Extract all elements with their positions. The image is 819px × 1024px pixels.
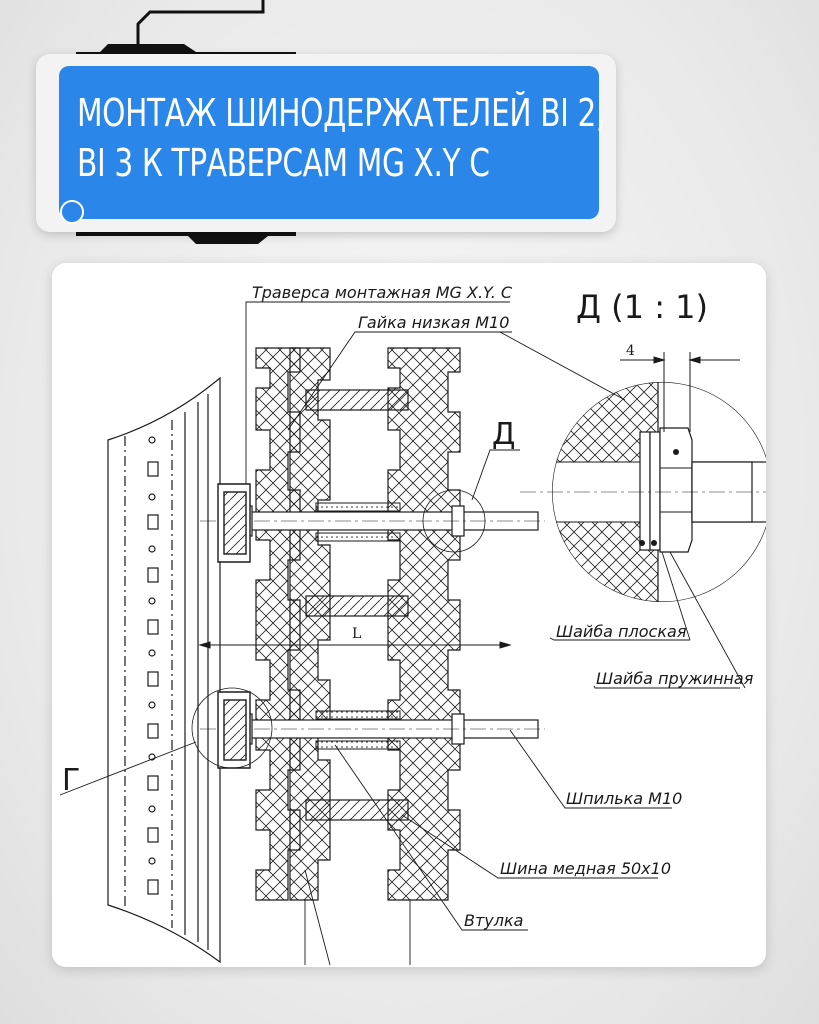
dimension-L-label: L — [352, 626, 362, 642]
traverse-profile — [108, 378, 220, 962]
section-marker: Г — [62, 763, 81, 798]
detail-marker: Д — [492, 417, 516, 452]
title-dot — [60, 200, 84, 224]
traverse-slots — [148, 437, 158, 894]
label-busbar: Шина медная 50х10 — [500, 859, 671, 878]
dimension-L — [200, 642, 510, 648]
label-nut: Гайка низкая М10 — [358, 313, 510, 332]
dimension-4-label: 4 — [626, 343, 635, 359]
title-line-2: BI 3 К ТРАВЕРСАМ MG X.Y C — [77, 141, 490, 185]
detail-title: Д (1 : 1) — [576, 288, 708, 326]
label-traverse: Траверса монтажная MG X.Y. C — [252, 283, 513, 302]
label-stud: Шпилька М10 — [566, 789, 683, 808]
page-title — [77, 88, 606, 188]
label-washer-flat: Шайба плоская — [556, 622, 687, 641]
traverse-clamps — [218, 484, 250, 768]
drawing-card — [52, 263, 766, 967]
technical-drawing — [52, 263, 766, 967]
label-washer-spring: Шайба пружинная — [596, 669, 754, 688]
label-sleeve: Втулка — [464, 911, 524, 930]
title-line-1: МОНТАЖ ШИНОДЕРЖАТЕЛЕЙ BI 2, — [77, 91, 606, 135]
